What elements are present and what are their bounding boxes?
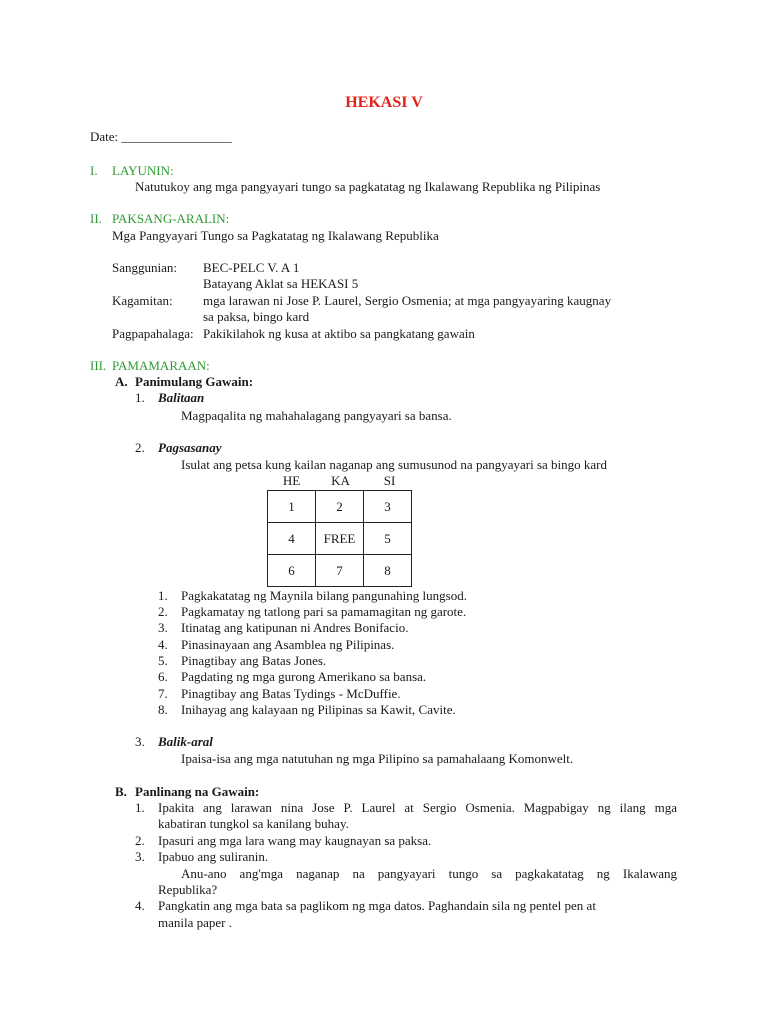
event-number: 7. <box>158 686 168 701</box>
event-text: Pagkamatay ng tatlong pari sa pamamagitan ng garote. <box>181 604 467 619</box>
b-item-number: 3. <box>135 849 145 864</box>
bingo-cell-free: FREE <box>316 523 364 555</box>
bingo-cell: 6 <box>268 555 316 587</box>
b-item-number: 4. <box>135 898 145 913</box>
b-item-number: 2. <box>135 833 145 848</box>
section-iii-heading: PAMAMARAAN: <box>112 358 210 373</box>
bingo-header-ka: KA <box>331 473 350 488</box>
sanggunian-line-1: BEC-PELC V. A 1 <box>203 260 300 275</box>
bingo-cell: 7 <box>316 555 364 587</box>
bingo-row <box>268 491 412 523</box>
section-i-heading: LAYUNIN: <box>112 163 174 178</box>
kagamitan-line-1: mga larawan ni Jose P. Laurel, Sergio Osmenia; at mga pangyayaring kaugnay <box>203 293 612 308</box>
balitaan-text: Magpaqalita ng mahahalagang pangyayari sa bansa. <box>181 408 452 423</box>
event-number: 3. <box>158 620 168 635</box>
balik-aral-text: Ipaisa-isa ang mga natutuhan ng mga Pilipino sa pamahalaang Komonwelt. <box>181 751 574 766</box>
bingo-cell: 5 <box>364 523 412 555</box>
pagsasanay-number: 2. <box>135 440 145 455</box>
b-item-text-cont: kabatiran tungkol sa kanilang buhay. <box>158 816 349 831</box>
bingo-header-si: SI <box>383 473 396 488</box>
event-text: Inihayag ang kalayaan ng Pilipinas sa Kawit, Cavite. <box>181 702 456 717</box>
bingo-card <box>267 490 412 587</box>
pagpapahalaga-text: Pakikilahok ng kusa at aktibo sa pangkatang gawain <box>203 326 475 341</box>
section-i-number: I. <box>90 163 98 178</box>
b-item-text: Ipabuo ang suliranin. <box>158 849 269 864</box>
balitaan-number: 1. <box>135 390 145 405</box>
subsection-a-heading: Panimulang Gawain: <box>135 374 254 389</box>
section-ii-number: II. <box>90 211 102 226</box>
bingo-header-he: HE <box>282 473 301 488</box>
event-number: 4. <box>158 637 168 652</box>
balik-aral-number: 3. <box>135 734 145 749</box>
pagsasanay-title: Pagsasanay <box>158 440 222 455</box>
b-item-text: Ipasuri ang mga lara wang may kaugnayan sa paksa. <box>158 833 432 848</box>
event-number: 8. <box>158 702 168 717</box>
sanggunian-label: Sanggunian: <box>112 260 177 275</box>
pagsasanay-text: Isulat ang petsa kung kailan naganap ang sumusunod na pangyayari sa bingo kard <box>181 457 607 472</box>
subsection-b-letter: B. <box>115 784 127 799</box>
subsection-a-letter: A. <box>115 374 128 389</box>
subsection-b-heading: Panlinang na Gawain: <box>135 784 260 799</box>
bingo-cell: 3 <box>364 491 412 523</box>
bingo-row <box>268 555 412 587</box>
bingo-cell: 1 <box>268 491 316 523</box>
date-field: Date: _________________ <box>90 129 232 144</box>
bingo-cell: 8 <box>364 555 412 587</box>
balitaan-title: Balitaan <box>158 390 205 405</box>
event-number: 2. <box>158 604 168 619</box>
b-item-text-cont: manila paper . <box>158 915 232 930</box>
kagamitan-label: Kagamitan: <box>112 293 173 308</box>
document-title: HEKASI V <box>345 94 423 111</box>
b-item-text: Ipakita ang larawan nina Jose P. Laurel at Sergio Osmenia. Magpabigay ng ilang mga <box>158 800 677 815</box>
b-item-text: Pangkatin ang mga bata sa paglikom ng mga datos. Paghandain sila ng pentel pen at <box>158 898 596 913</box>
balik-aral-title: Balik-aral <box>158 734 213 749</box>
event-number: 6. <box>158 669 168 684</box>
event-number: 5. <box>158 653 168 668</box>
event-text: Itinatag ang katipunan ni Andres Bonifacio. <box>181 620 409 635</box>
suliranin-question: Anu-ano ang'mga naganap na pangyayari tungo sa pagkakatatag ng Ikalawang <box>181 866 677 881</box>
event-text: Pinagtibay ang Batas Tydings - McDuffie. <box>181 686 401 701</box>
suliranin-question-cont: Republika? <box>158 882 218 897</box>
bingo-cell: 2 <box>316 491 364 523</box>
event-text: Pinagtibay ang Batas Jones. <box>181 653 327 668</box>
event-text: Pagkakatatag ng Maynila bilang pangunahing lungsod. <box>181 588 467 603</box>
paksa-topic: Mga Pangyayari Tungo sa Pagkatatag ng Ikalawang Republika <box>112 228 439 243</box>
event-text: Pagdating ng mga gurong Amerikano sa bansa. <box>181 669 427 684</box>
bingo-row <box>268 523 412 555</box>
section-ii-heading: PAKSANG-ARALIN: <box>112 211 230 226</box>
layunin-text: Natutukoy ang mga pangyayari tungo sa pagkatatag ng Ikalawang Republika ng Pilipinas <box>135 179 601 194</box>
section-iii-number: III. <box>90 358 107 373</box>
pagpapahalaga-label: Pagpapahalaga: <box>112 326 194 341</box>
b-item-number: 1. <box>135 800 145 815</box>
event-text: Pinasinayaan ang Asamblea ng Pilipinas. <box>181 637 395 652</box>
event-number: 1. <box>158 588 168 603</box>
kagamitan-line-2: sa paksa, bingo kard <box>203 309 310 324</box>
sanggunian-line-2: Batayang Aklat sa HEKASI 5 <box>203 276 359 291</box>
bingo-cell: 4 <box>268 523 316 555</box>
